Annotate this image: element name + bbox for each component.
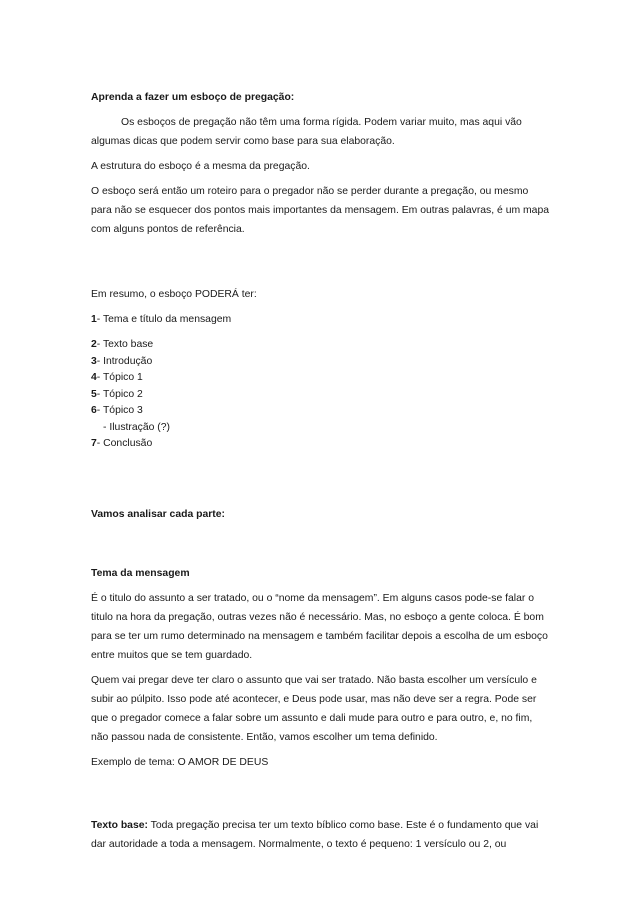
tema-example: Exemplo de tema: O AMOR DE DEUS bbox=[91, 756, 269, 768]
paragraph-roadmap: O esboço será então um roteiro para o pregador não se perder durante a pregação, ou mesmo para não se esquecer dos pontos mais importantes da mensagem. Em outras palavras, é um mapa com alguns pontos de referência. bbox=[91, 186, 550, 235]
outline-item-text: - Tópico 2 bbox=[96, 388, 143, 400]
outline-item bbox=[91, 403, 551, 420]
document-title: Aprenda a fazer um esboço de pregação: bbox=[91, 92, 295, 103]
outline-item-text: - Tópico 3 bbox=[96, 405, 143, 416]
outline-item-1 bbox=[91, 310, 551, 329]
outline-item bbox=[91, 387, 551, 404]
outline-item-number: 5 bbox=[91, 388, 97, 400]
paragraph-tema-2: Quem vai pregar deve ter claro o assunto que vai ser tratado. Não basta escolher um versículo e subir ao púlpito. Isso pode até acontecer, e Deus pode usar, mas não deve ser a regra. Pode ser que o pregador comece a falar sobre um assunto e dali mude para outro e para outro, e, no fim, não passou nada de consistente. Então, vamos escolher um tema definido. bbox=[91, 674, 537, 743]
outline-item bbox=[91, 370, 551, 387]
outline-item-number: 3 bbox=[91, 355, 97, 367]
outline-item-number: 6 bbox=[91, 405, 97, 416]
paragraph-tema-1: É o titulo do assunto a ser tratado, ou o “nome da mensagem”. Em alguns casos pode-se falar o titulo na hora da pregação, outras vezes não é necessário. Mas, no esboço a gente coloca. É bom para se ter um rumo determinado na mensagem e também facilitar depois a escolha de um esboço entre muitos que se tem guardado. bbox=[91, 592, 548, 661]
texto-base-text: Toda pregação precisa ter um texto bíblico como base. Este é o fundamento que vai dar autoridade a toda a mensagem. Normalmente, o texto é pequeno: 1 versículo ou 2, ou bbox=[91, 819, 539, 850]
texto-base-label: Texto base: bbox=[91, 819, 148, 831]
outline-item bbox=[91, 337, 551, 354]
outline-item-text: - Introdução bbox=[96, 355, 153, 367]
outline-item-text: - Tema e título da mensagem bbox=[96, 314, 232, 325]
outline-item-number: 7 bbox=[91, 438, 97, 449]
paragraph-intro: Os esboços de pregação não têm uma forma rígida. Podem variar muito, mas aqui vão algumas dicas que podem servir como base para sua elaboração. bbox=[91, 117, 522, 147]
summary-intro: Em resumo, o esboço PODERÁ ter: bbox=[91, 289, 257, 300]
document-body bbox=[91, 88, 551, 854]
section-heading-analyze: Vamos analisar cada parte: bbox=[91, 508, 225, 520]
outline-list bbox=[91, 337, 551, 453]
outline-item bbox=[91, 354, 551, 371]
outline-item-text: - Conclusão bbox=[96, 438, 153, 449]
outline-item-number: 4 bbox=[91, 372, 97, 383]
outline-item-number: 2 bbox=[91, 339, 97, 350]
outline-item-text: - Texto base bbox=[96, 339, 154, 350]
outline-item-text: - Tópico 1 bbox=[96, 372, 143, 383]
outline-item-number: 1 bbox=[91, 314, 97, 325]
paragraph-texto-base bbox=[91, 816, 551, 854]
outline-sub-item: - Ilustração (?) bbox=[103, 421, 170, 433]
outline-item bbox=[91, 436, 551, 453]
paragraph-structure: A estrutura do esboço é a mesma da pregação. bbox=[91, 161, 310, 172]
section-heading-tema: Tema da mensagem bbox=[91, 567, 190, 579]
